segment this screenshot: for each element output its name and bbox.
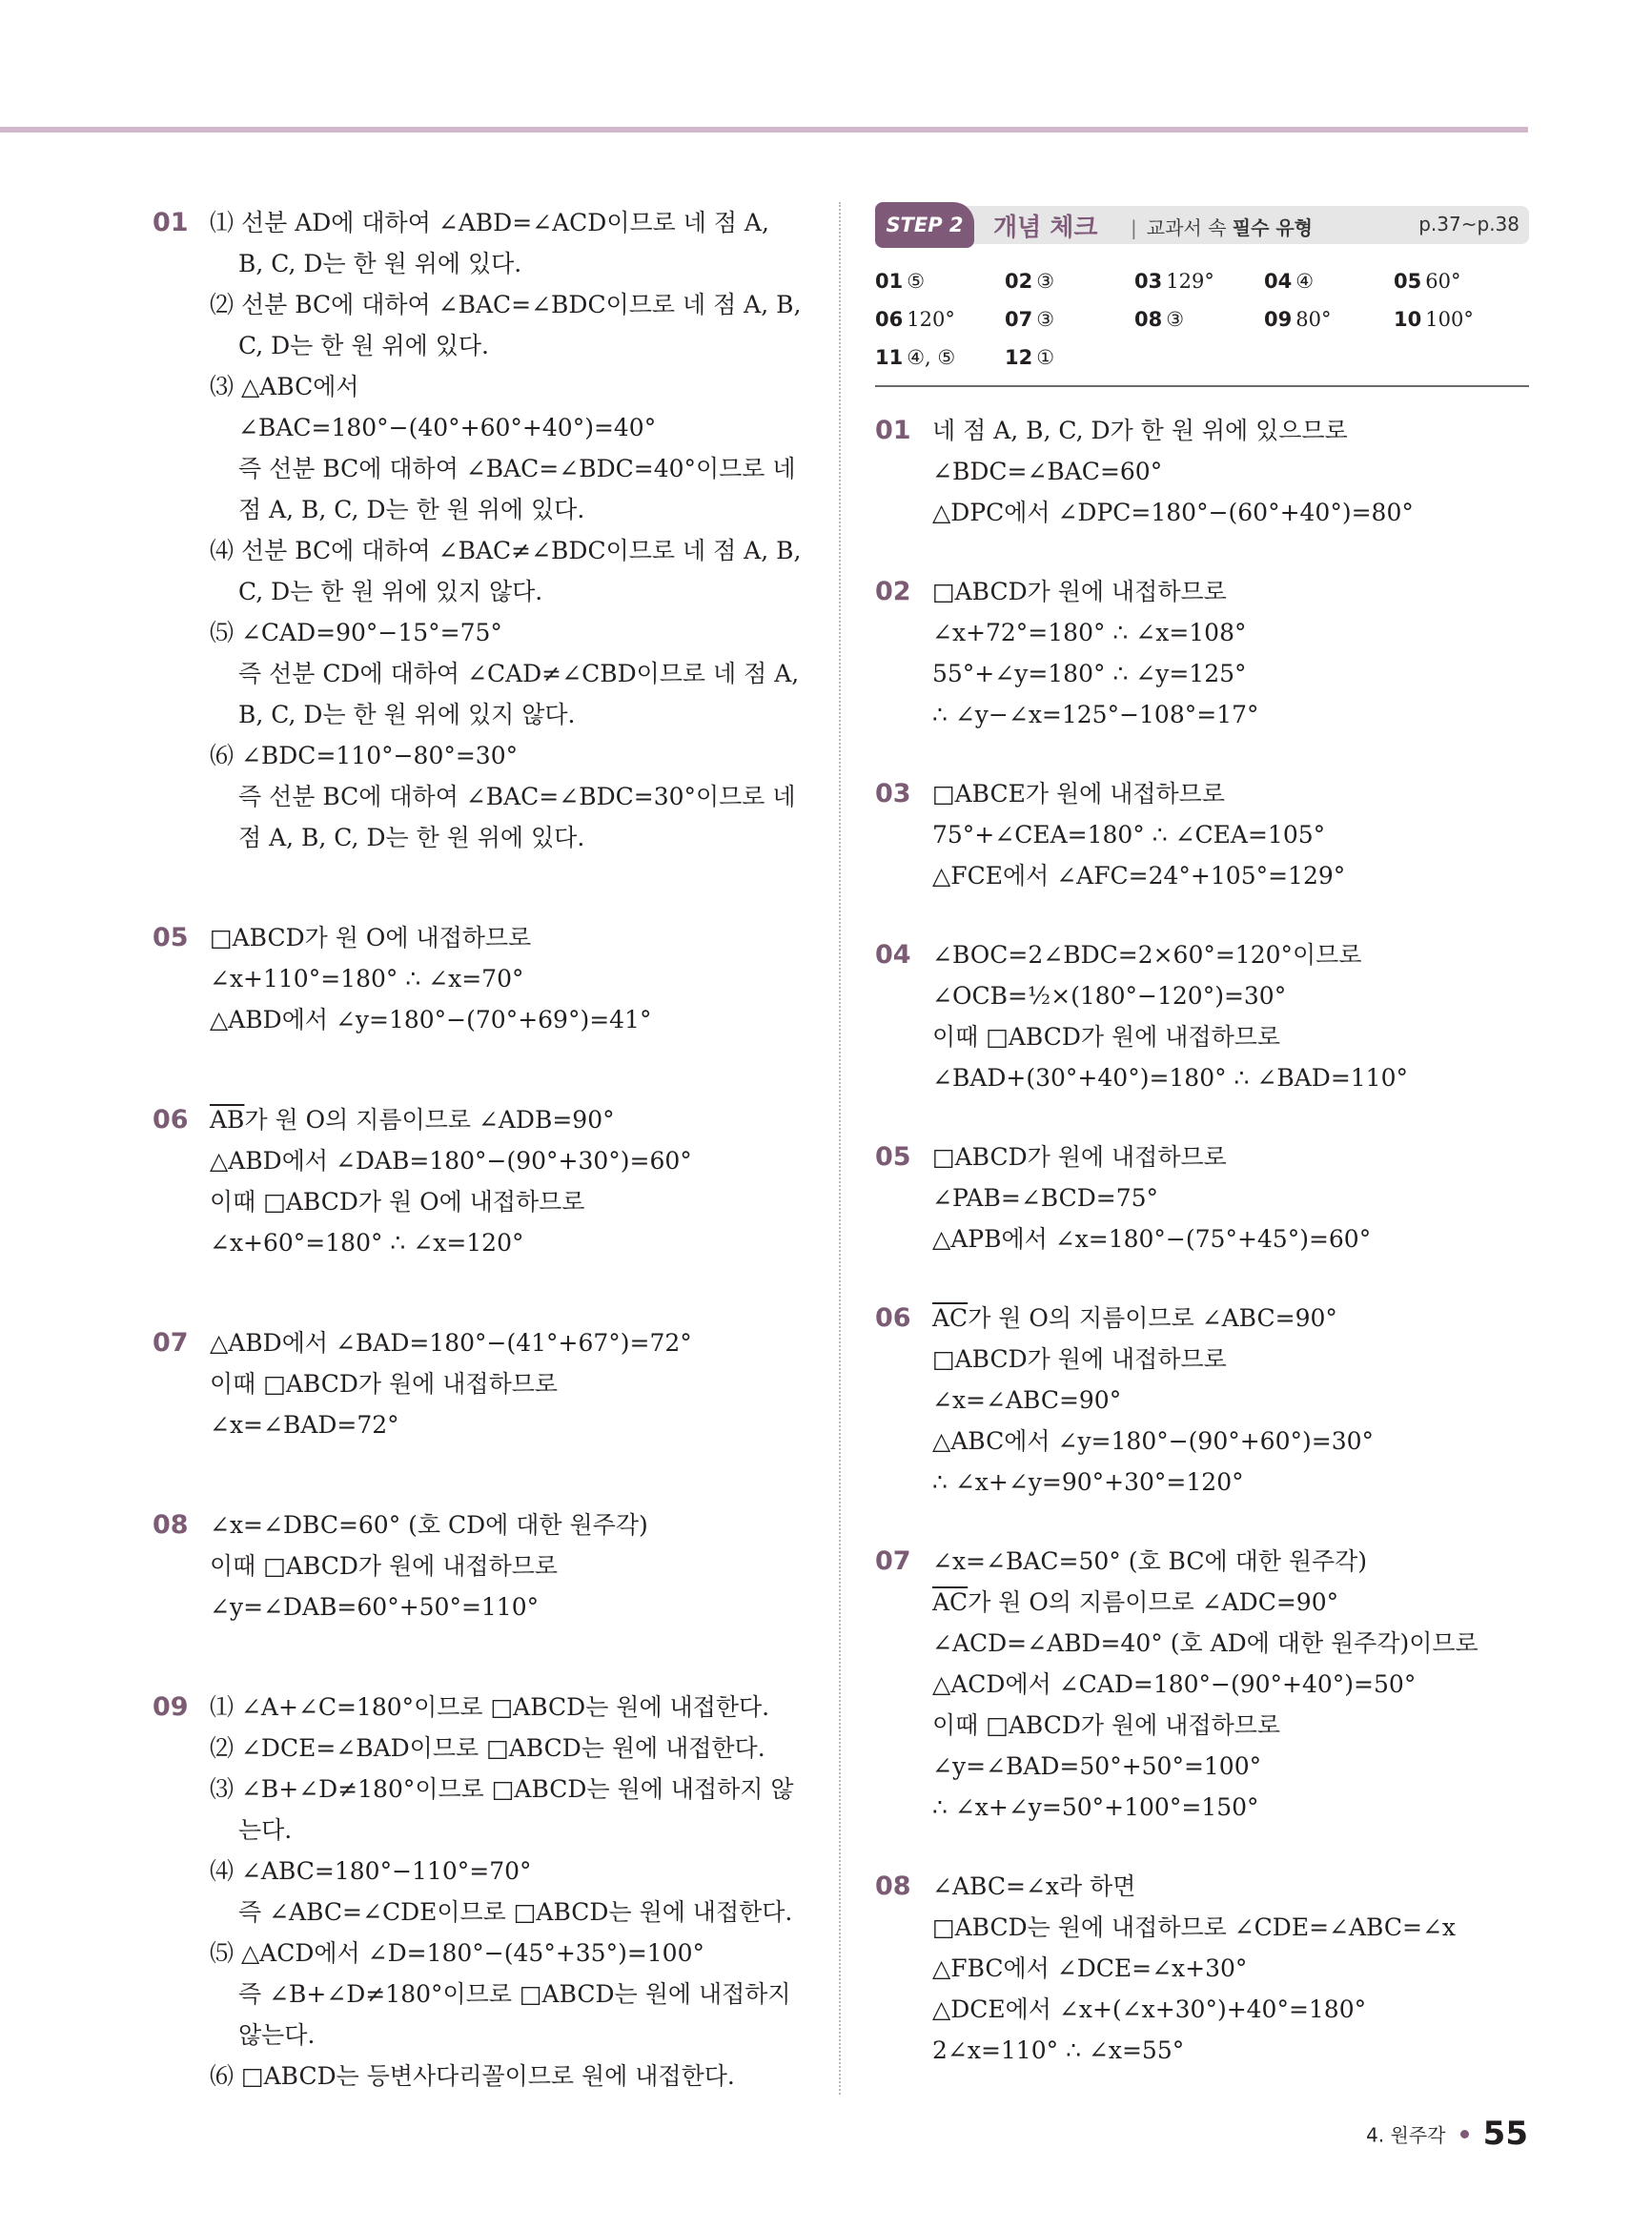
answer-item — [875, 341, 1005, 374]
problem-left-07 — [153, 1322, 820, 1445]
answer-item — [1264, 265, 1394, 297]
solution-text: ∠BAC=180°−(40°+60°+40°)=40° — [238, 414, 657, 441]
answer-number: 10 — [1394, 308, 1422, 331]
solution-line — [210, 1404, 820, 1445]
step2-header — [875, 202, 1529, 250]
answer-value: 129° — [1166, 270, 1214, 293]
solution-text: 점 A, B, C, D는 한 원 위에 있다. — [238, 496, 585, 523]
solution-text: 이때 □ABCD가 원에 내접하므로 — [210, 1552, 559, 1580]
solution-text: B, C, D는 한 원 위에 있다. — [238, 250, 522, 277]
solution-line — [932, 1421, 1529, 1462]
answer-number: 03 — [1134, 270, 1163, 293]
solution-line — [210, 653, 820, 694]
answer-value: ③ — [1166, 308, 1185, 331]
problem-number: 05 — [153, 923, 189, 952]
solution-text: 55°+∠y=180° ∴ ∠y=125° — [932, 660, 1247, 687]
page-number: 55 — [1482, 2115, 1528, 2153]
answer-number: 02 — [1005, 270, 1033, 293]
footer-bullet-icon — [1460, 2130, 1469, 2138]
solution-text: ⑷ 선분 BC에 대하여 ∠BAC≠∠BDC이므로 네 점 A, B, — [210, 537, 802, 564]
answer-item — [1394, 303, 1523, 336]
solution-text: △DCE에서 ∠x+(∠x+30°)+40°=180° — [932, 1995, 1367, 2023]
solution-line — [932, 571, 1529, 612]
answer-number: 04 — [1264, 270, 1293, 293]
solution-line — [932, 1380, 1529, 1421]
solution-line — [932, 1907, 1529, 1948]
solution-line — [932, 975, 1529, 1016]
solution-text: 점 A, B, C, D는 한 원 위에 있다. — [238, 824, 585, 851]
solution-line — [210, 776, 820, 817]
solution-text: ∴ ∠y−∠x=125°−108°=17° — [932, 701, 1259, 728]
step2-subtitle: | 교과서 속 필수 유형 — [1131, 216, 1313, 239]
solution-line — [932, 1218, 1529, 1259]
solution-line — [932, 1989, 1529, 2030]
solution-text: ∠OCB=½×(180°−120°)=30° — [932, 982, 1287, 1010]
solution-text: ∠x+72°=180° ∴ ∠x=108° — [932, 619, 1247, 646]
answer-number: 07 — [1005, 308, 1033, 331]
answer-number: 12 — [1005, 346, 1033, 369]
solution-text: ⑹ □ABCD는 등변사다리꼴이므로 원에 내접한다. — [210, 2062, 735, 2090]
solution-line — [932, 1541, 1529, 1582]
answer-key-grid — [875, 265, 1529, 387]
answer-value: ④ — [1295, 270, 1315, 293]
solution-line — [932, 1746, 1529, 1787]
solution-text: △ACD에서 ∠CAD=180°−(90°+40°)=50° — [932, 1670, 1417, 1698]
answer-value: ⑤ — [907, 270, 926, 293]
solution-text: □ABCD가 원에 내접하므로 — [932, 578, 1227, 605]
solution-line — [210, 917, 820, 958]
solution-line — [210, 1322, 820, 1363]
solution-line — [932, 1664, 1529, 1705]
solution-line — [210, 571, 820, 612]
solution-line — [932, 1177, 1529, 1218]
solution-text: ∠BAD+(30°+40°)=180° ∴ ∠BAD=110° — [932, 1064, 1408, 1092]
solution-text: ∴ ∠x+∠y=90°+30°=120° — [932, 1468, 1244, 1496]
problem-number: 08 — [153, 1510, 189, 1540]
solution-line — [932, 1787, 1529, 1828]
solution-text: □ABCD가 원 O에 내접하므로 — [210, 924, 532, 951]
solution-text: 2∠x=110° ∴ ∠x=55° — [932, 2036, 1185, 2064]
solution-text: △ABC에서 ∠y=180°−(90°+60°)=30° — [932, 1427, 1375, 1455]
solution-line — [932, 2030, 1529, 2071]
problem-right-04 — [875, 934, 1529, 1098]
solution-text: 이때 □ABCD가 원 O에 내접하므로 — [210, 1188, 585, 1216]
answer-item — [1005, 341, 1134, 374]
solution-line — [210, 448, 820, 489]
solution-text: 이때 □ABCD가 원에 내접하므로 — [932, 1023, 1281, 1051]
solution-line — [210, 1099, 820, 1140]
solution-text: ⑸ △ACD에서 ∠D=180°−(45°+35°)=100° — [210, 1939, 704, 1967]
answer-item — [1134, 303, 1264, 336]
problem-number: 04 — [875, 940, 911, 970]
solution-text: ⑷ ∠ABC=180°−110°=70° — [210, 1857, 532, 1885]
solution-text: ⑵ ∠DCE=∠BAD이므로 □ABCD는 원에 내접한다. — [210, 1734, 765, 1762]
problem-left-09 — [153, 1687, 820, 2097]
solution-text: 이때 □ABCD가 원에 내접하므로 — [932, 1711, 1281, 1739]
problem-right-03 — [875, 773, 1529, 896]
solution-line — [210, 1140, 820, 1181]
problem-number: 06 — [875, 1303, 911, 1333]
problem-left-08 — [153, 1504, 820, 1627]
problem-number: 05 — [875, 1142, 911, 1172]
answer-item — [1394, 265, 1523, 297]
solution-line — [210, 1892, 820, 1933]
solution-line — [210, 817, 820, 858]
solution-text: □ABCD는 원에 내접하므로 ∠CDE=∠ABC=∠x — [932, 1913, 1456, 1941]
answer-item — [875, 265, 1005, 297]
solution-line — [932, 773, 1529, 814]
solution-line — [932, 1298, 1529, 1339]
problem-left-01 — [153, 202, 820, 858]
solution-line — [210, 325, 820, 366]
solution-text: ∠x=∠ABC=90° — [932, 1386, 1122, 1414]
solution-line — [932, 1623, 1529, 1664]
solution-line — [932, 1462, 1529, 1503]
solution-line — [932, 492, 1529, 533]
solution-line — [210, 489, 820, 530]
solution-text: C, D는 한 원 위에 있지 않다. — [238, 578, 543, 605]
solution-text: 즉 ∠ABC=∠CDE이므로 □ABCD는 원에 내접한다. — [238, 1898, 793, 1926]
solution-text: 즉 선분 CD에 대하여 ∠CAD≠∠CBD이므로 네 점 A, — [238, 660, 800, 687]
solution-text: 가 원 O의 지름이므로 ∠ABC=90° — [968, 1304, 1337, 1332]
solution-line — [932, 451, 1529, 492]
solution-line — [932, 1948, 1529, 1989]
arc-label: $\overline{AB}$ — [210, 1106, 245, 1134]
solution-line — [210, 366, 820, 407]
answer-number: 11 — [875, 346, 904, 369]
step2-title: 개념 체크 — [993, 214, 1098, 242]
answer-number: 09 — [1264, 308, 1293, 331]
solution-text: C, D는 한 원 위에 있다. — [238, 332, 489, 359]
solution-line — [210, 694, 820, 735]
step2-page-range: p.37~p.38 — [1418, 213, 1519, 235]
solution-text: ⑶ ∠B+∠D≠180°이므로 □ABCD는 원에 내접하지 않 — [210, 1775, 794, 1803]
solution-line — [210, 1363, 820, 1404]
solution-text: ∠y=∠BAD=50°+50°=100° — [932, 1752, 1262, 1780]
problem-right-05 — [875, 1136, 1529, 1259]
solution-line — [210, 243, 820, 284]
solution-text: 가 원 O의 지름이므로 ∠ADC=90° — [968, 1588, 1339, 1616]
solution-line — [932, 1016, 1529, 1057]
problem-right-01 — [875, 410, 1529, 533]
solution-text: 는다. — [238, 1816, 293, 1844]
solution-line — [932, 814, 1529, 855]
solution-text: □ABCD가 원에 내접하므로 — [932, 1345, 1227, 1373]
answer-item — [1264, 303, 1394, 336]
problem-right-06 — [875, 1298, 1529, 1503]
answer-number: 06 — [875, 308, 904, 331]
solution-text: □ABCD가 원에 내접하므로 — [932, 1143, 1227, 1171]
solution-line — [932, 653, 1529, 694]
solution-text: 75°+∠CEA=180° ∴ ∠CEA=105° — [932, 821, 1326, 849]
solution-text: ⑸ ∠CAD=90°−15°=75° — [210, 619, 502, 646]
step2-badge: STEP 2 — [875, 202, 974, 248]
problem-number: 08 — [875, 1872, 911, 1901]
answer-value: 60° — [1425, 270, 1461, 293]
solution-text: ∠ABC=∠x라 하면 — [932, 1872, 1136, 1900]
solution-line — [932, 1705, 1529, 1746]
answer-item — [875, 303, 1005, 336]
solution-text: 즉 ∠B+∠D≠180°이므로 □ABCD는 원에 내접하지 — [238, 1980, 791, 2008]
solution-line — [210, 1851, 820, 1892]
solution-line — [932, 855, 1529, 896]
solution-line — [210, 1728, 820, 1769]
right-column — [875, 202, 1529, 2071]
solution-text: ∠x=∠DBC=60° (호 CD에 대한 원주각) — [210, 1511, 648, 1539]
solution-text: ⑵ 선분 BC에 대하여 ∠BAC=∠BDC이므로 네 점 A, B, — [210, 291, 802, 318]
problem-left-06 — [153, 1099, 820, 1263]
solution-text: 네 점 A, B, C, D가 한 원 위에 있으므로 — [932, 417, 1348, 444]
solution-text: △ABD에서 ∠y=180°−(70°+69°)=41° — [210, 1006, 652, 1033]
left-column — [153, 202, 820, 2097]
solution-line — [210, 1545, 820, 1586]
answer-value: ① — [1036, 346, 1055, 369]
solution-text: ∠ACD=∠ABD=40° (호 AD에 대한 원주각)이므로 — [932, 1629, 1479, 1657]
top-decorative-bar — [0, 127, 1528, 133]
solution-text: ∠y=∠DAB=60°+50°=110° — [210, 1593, 540, 1621]
problem-number: 06 — [153, 1105, 189, 1135]
solution-text: 않는다. — [238, 2021, 316, 2049]
problem-number: 07 — [875, 1546, 911, 1576]
solution-text: △DPC에서 ∠DPC=180°−(60°+40°)=80° — [932, 499, 1414, 526]
solution-line — [210, 1974, 820, 2015]
problem-number: 09 — [153, 1692, 189, 1722]
solution-line — [932, 1136, 1529, 1177]
answer-number: 05 — [1394, 270, 1422, 293]
solution-text: △FCE에서 ∠AFC=24°+105°=129° — [932, 862, 1346, 890]
solution-line — [932, 612, 1529, 653]
solution-line — [932, 694, 1529, 735]
solution-line — [210, 284, 820, 325]
step2-subtitle-bold: 필수 유형 — [1232, 216, 1313, 239]
solution-line — [210, 958, 820, 999]
answer-value: ③ — [1036, 270, 1055, 293]
solution-line — [210, 2015, 820, 2056]
solution-line — [210, 735, 820, 776]
answer-value: 100° — [1425, 308, 1474, 331]
answer-number: 01 — [875, 270, 904, 293]
solution-line — [210, 1810, 820, 1851]
solution-text: 즉 선분 BC에 대하여 ∠BAC=∠BDC=40°이므로 네 — [238, 455, 796, 482]
solution-line — [932, 1866, 1529, 1907]
problem-number: 01 — [875, 416, 911, 445]
solution-text: ⑹ ∠BDC=110°−80°=30° — [210, 742, 519, 769]
solution-text: △FBC에서 ∠DCE=∠x+30° — [932, 1954, 1248, 1982]
solution-text: ⑴ ∠A+∠C=180°이므로 □ABCD는 원에 내접한다. — [210, 1693, 770, 1721]
answer-value: ④, ⑤ — [907, 346, 956, 369]
arc-label: $\overline{AC}$ — [932, 1588, 969, 1616]
solution-text: ∠x+60°=180° ∴ ∠x=120° — [210, 1229, 524, 1257]
solution-line — [210, 2056, 820, 2097]
solution-text: ∴ ∠x+∠y=50°+100°=150° — [932, 1793, 1259, 1821]
solution-line — [210, 202, 820, 243]
problem-right-07 — [875, 1541, 1529, 1828]
solution-line — [210, 1586, 820, 1627]
solution-line — [932, 1339, 1529, 1380]
solution-text: ∠x+110°=180° ∴ ∠x=70° — [210, 965, 524, 992]
column-divider — [839, 202, 841, 2095]
solution-text: ∠BDC=∠BAC=60° — [932, 458, 1163, 485]
solution-text: ⑶ △ABC에서 — [210, 373, 359, 400]
solution-text: 이때 □ABCD가 원에 내접하므로 — [210, 1370, 559, 1398]
problem-number: 03 — [875, 779, 911, 808]
solution-text: ∠PAB=∠BCD=75° — [932, 1184, 1159, 1212]
solution-line — [210, 1933, 820, 1974]
solution-text: 즉 선분 BC에 대하여 ∠BAC=∠BDC=30°이므로 네 — [238, 783, 796, 810]
answer-item — [1134, 265, 1264, 297]
solution-line — [210, 612, 820, 653]
answer-number: 08 — [1134, 308, 1163, 331]
arc-label: $\overline{AC}$ — [932, 1304, 969, 1332]
answer-item — [1005, 303, 1134, 336]
solution-line — [932, 410, 1529, 451]
solution-line — [210, 1687, 820, 1728]
solution-text: △ABD에서 ∠BAD=180°−(41°+67°)=72° — [210, 1329, 692, 1357]
step2-subtitle-plain: 교과서 속 — [1146, 216, 1233, 239]
right-column-solutions — [875, 410, 1529, 2071]
solution-text: □ABCE가 원에 내접하므로 — [932, 780, 1225, 808]
solution-line — [210, 407, 820, 448]
solution-text: △ABD에서 ∠DAB=180°−(90°+30°)=60° — [210, 1147, 692, 1175]
solution-text: ∠BOC=2∠BDC=2×60°=120°이므로 — [932, 941, 1362, 969]
answer-item — [1005, 265, 1134, 297]
solution-line — [932, 934, 1529, 975]
page-footer — [1366, 2115, 1528, 2153]
problem-number: 07 — [153, 1328, 189, 1358]
solution-text: B, C, D는 한 원 위에 있지 않다. — [238, 701, 576, 728]
solution-line — [210, 1222, 820, 1263]
problem-number: 01 — [153, 208, 189, 237]
footer-chapter: 4. 원주각 — [1366, 2123, 1446, 2147]
answer-value: ③ — [1036, 308, 1055, 331]
solution-text: ∠x=∠BAC=50° (호 BC에 대한 원주각) — [932, 1547, 1368, 1575]
problem-number: 02 — [875, 577, 911, 606]
solution-text: ∠x=∠BAD=72° — [210, 1411, 399, 1439]
solution-text: 가 원 O의 지름이므로 ∠ADB=90° — [244, 1106, 615, 1134]
solution-line — [932, 1582, 1529, 1623]
problem-right-08 — [875, 1866, 1529, 2071]
solution-line — [210, 999, 820, 1040]
answer-value: 80° — [1295, 308, 1332, 331]
solution-text: ⑴ 선분 AD에 대하여 ∠ABD=∠ACD이므로 네 점 A, — [210, 209, 769, 236]
solution-line — [210, 1181, 820, 1222]
solution-line — [210, 1504, 820, 1545]
problem-left-05 — [153, 917, 820, 1040]
solution-text: △APB에서 ∠x=180°−(75°+45°)=60° — [932, 1225, 1372, 1253]
solution-line — [210, 1769, 820, 1810]
solution-line — [932, 1057, 1529, 1098]
solution-line — [210, 530, 820, 571]
problem-right-02 — [875, 571, 1529, 735]
answer-value: 120° — [907, 308, 955, 331]
